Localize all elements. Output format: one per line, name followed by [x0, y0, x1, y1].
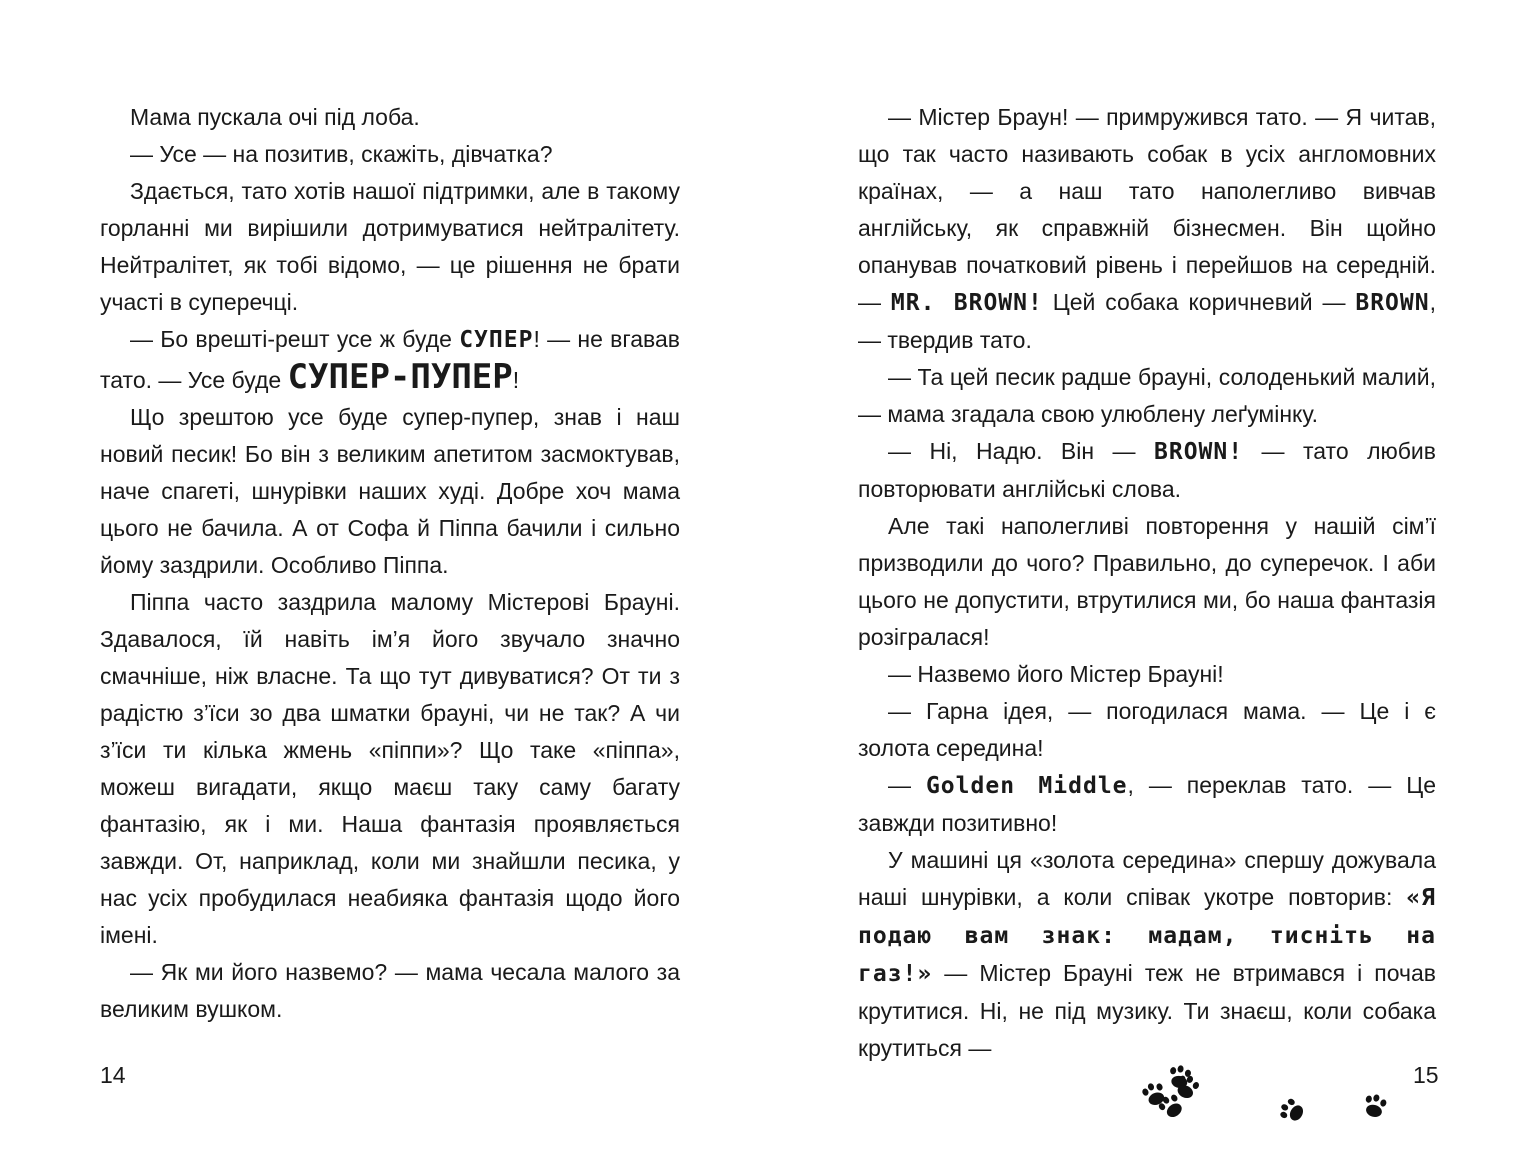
- text-run: — Ні, Надю. Він —: [888, 438, 1154, 464]
- text-run: — Бо врешті-решт усе ж буде: [130, 326, 460, 352]
- handwritten-word: СУПЕР: [459, 327, 534, 353]
- text-run: У машині ця «золота середина» спершу дожувала наші шнурівки, а коли співак укотре повторив:: [858, 847, 1436, 910]
- paragraph: Але такі наполегливі повторення у нашій сім’ї призводили до чого? Правильно, до суперечок. І аби цього не допустити, втрутилися ми, бо наша фантазія розігралася!: [858, 513, 1436, 650]
- right-text-column: [858, 99, 1436, 1067]
- paw-print-icon: [1274, 1092, 1312, 1131]
- text-run: , — переклав тато. — Це завжди позитивно!: [858, 772, 1437, 836]
- text-run: — Містер Брауні теж не втримався і почав крутитися. Ні, не під музику. Ти знаєш, коли собака крутиться —: [858, 960, 1436, 1061]
- paragraph: [858, 767, 1436, 842]
- text-run: ! — не вгавав тато. — Усе буде: [100, 326, 681, 393]
- text-run: !: [512, 367, 520, 393]
- text-run: Цей собака коричневий —: [1042, 289, 1356, 315]
- handwritten-word: BROWN!: [1154, 439, 1244, 465]
- paragraph: — Та цей песик радше брауні, солоденький малий, — мама згадала свою улюблену леґумінку.: [858, 364, 1436, 427]
- page-number: 14: [100, 1062, 126, 1088]
- paragraph: Здається, тато хотів нашої підтримки, але в такому горланні ми вирішили дотримуватися нейтралітету. Нейтралітет, як тобі відомо, — це рішення не брати участі в суперечці.: [100, 178, 680, 315]
- paragraph: [858, 433, 1436, 508]
- text-run: — Містер Браун! — примружився тато. — Я читав, що так часто називають собак в усіх англомовних країнах, — а наш тато наполегливо вивчав англійську, як справжній бізнесмен. Він щойно опанував початковий рівень і перейшов на середній. —: [858, 104, 1436, 315]
- paragraph: Що зрештою усе буде супер-пупер, знав і наш новий песик! Бо він з великим апетитом засмоктував, наче спагеті, шнурівки наших худі. Добре хоч мама цього не бачила. А от Софа й Піппа бачили і сильно йому заздрили. Особливо Піппа.: [100, 404, 680, 578]
- handwritten-word: MR. BROWN!: [890, 290, 1043, 316]
- paragraph: Мама пускала очі під лоба.: [130, 104, 420, 130]
- handwritten-word: Golden Middle: [925, 773, 1128, 799]
- paragraph: — Назвемо його Містер Брауні!: [888, 661, 1224, 687]
- paragraph: [858, 99, 1436, 359]
- paragraph: — Гарна ідея, — погодилася мама. — Це і є золота середина!: [858, 698, 1436, 761]
- paragraph: Піппа часто заздрила малому Містерові Брауні. Здавалося, їй навіть ім’я його звучало значно смачніше, ніж власне. Та що тут дивуватися? От ти з радістю з’їси зо два шматки брауні, чи не так? А чи з’їси ти кілька жмень «піппи»? Що таке «піппа», можеш вигадати, якщо маєш таку саму багату фантазію, як і ми. Наша фантазія проявляється завжди. От, наприклад, коли ми знайшли песика, у нас усіх пробудилася неабияка фантазія щодо його імені.: [100, 589, 680, 948]
- right-page: [768, 0, 1536, 1152]
- paw-print-icon: [1357, 1091, 1393, 1124]
- page-number: 15: [1413, 1062, 1439, 1088]
- paragraph: [858, 842, 1436, 1067]
- text-run: , — твердив тато.: [858, 289, 1436, 353]
- paragraph: — Як ми його назвемо? — мама чесала малого за великим вушком.: [100, 959, 680, 1022]
- text-run: —: [888, 772, 926, 798]
- text-run: — тато любив повторювати англійські слова.: [858, 438, 1436, 502]
- left-text-column: [100, 99, 680, 1028]
- paragraph: [100, 321, 680, 399]
- handwritten-word: BROWN: [1355, 290, 1430, 316]
- paragraph: — Усе — на позитив, скажіть, дівчатка?: [130, 141, 553, 167]
- handwritten-word: СУПЕР-ПУПЕР: [287, 357, 513, 397]
- handwritten-word: «Я подаю вам знак: мадам, тисніть на газ!»: [858, 885, 1436, 987]
